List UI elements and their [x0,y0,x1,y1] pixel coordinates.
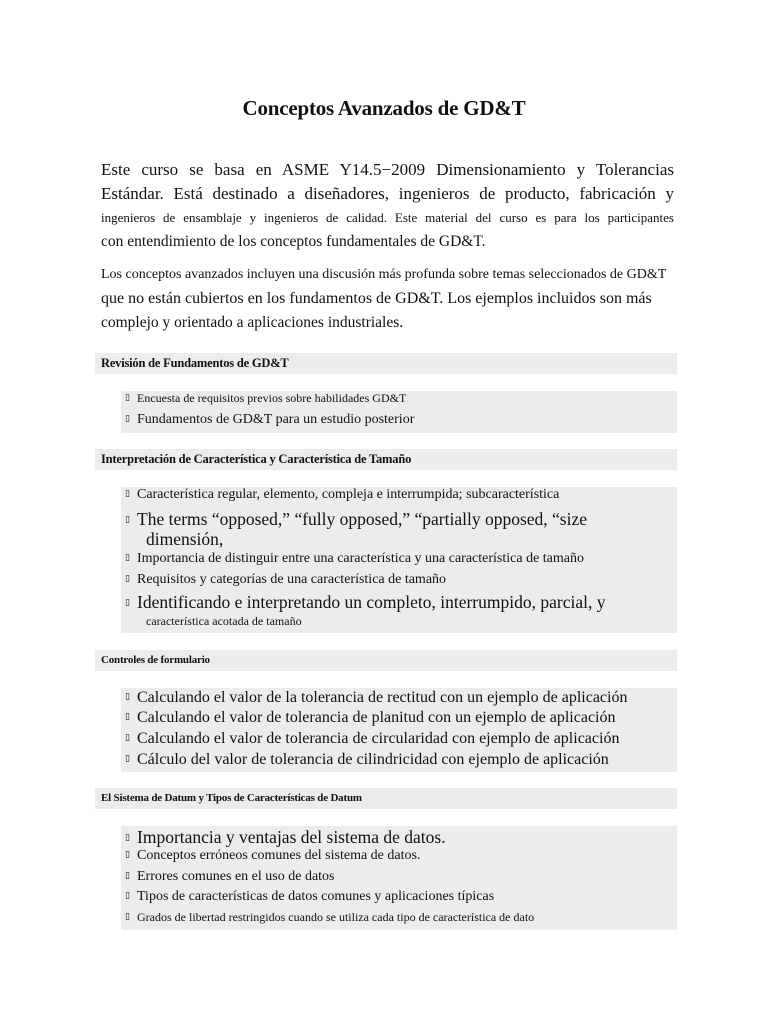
checkbox-bullet-icon [125,891,137,901]
list-item-text: Fundamentos de GD&T para un estudio posterior [137,412,415,427]
list-item [125,689,627,707]
advanced-line: que no están cubiertos en los fundamentos de GD&T. Los ejemplos incluidos son más [101,290,652,307]
checkbox-bullet-icon [125,712,137,722]
checkbox-bullet-icon [125,733,137,743]
list-item-continuation: característica acotada de tamaño [146,614,302,628]
list-item [125,509,587,530]
list-item [125,848,420,864]
list-item-text: Errores comunes en el uso de datos [137,869,335,884]
list-item [125,730,619,748]
checkbox-bullet-icon [125,598,137,608]
checkbox-bullet-icon [125,912,137,922]
list-item-text: Tipos de características de datos comunes y aplicaciones típicas [137,889,495,904]
list-item-text: Importancia de distinguir entre una característica y una característica de tamaño [137,551,585,566]
list-item-text: Conceptos erróneos comunes del sistema de datos. [137,848,421,863]
list-item-text: Encuesta de requisitos previos sobre habilidades GD&T [137,391,407,405]
list-item-text: Identificando e interpretando un completo, interrumpido, parcial, y [137,592,606,612]
section-list [121,688,677,772]
list-item [125,910,534,925]
checkbox-bullet-icon [125,414,137,424]
intro-line: Este curso se basa en ASME Y14.5−2009 Dimensionamiento y Tolerancias [101,160,674,179]
list-item-text: Requisitos y categorías de una característica de tamaño [137,572,447,587]
section-heading: Interpretación de Característica y Característica de Tamaño [95,449,677,470]
list-item-text: Cálculo del valor de tolerancia de cilindricidad con ejemplo de aplicación [137,751,609,768]
checkbox-bullet-icon [125,553,137,563]
section-list [121,391,677,433]
list-item [125,889,494,905]
section-heading: Controles de formulario [95,650,677,671]
list-item-continuation: dimensión, [146,529,224,549]
list-item [125,592,605,613]
section-list [121,826,677,930]
list-item [125,412,414,428]
intro-paragraph [101,158,674,254]
list-item [125,751,609,769]
advanced-line: complejo y orientado a aplicaciones industriales. [101,314,404,331]
checkbox-bullet-icon [125,489,137,499]
list-item-text: Calculando el valor de tolerancia de planitud con un ejemplo de aplicación [137,709,616,726]
intro-line: Estándar. Está destinado a diseñadores, ingenieros de producto, fabricación y [101,184,674,203]
intro-line: con entendimiento de los conceptos fundamentales de GD&T. [101,233,486,250]
checkbox-bullet-icon [125,692,137,702]
section-heading: Revisión de Fundamentos de GD&T [95,353,677,374]
document-title: Conceptos Avanzados de GD&T [242,96,526,120]
checkbox-bullet-icon [125,850,137,860]
checkbox-bullet-icon [125,393,137,403]
advanced-paragraph [101,263,674,335]
list-item [125,827,446,848]
list-item-text: Característica regular, elemento, compleja e interrumpida; subcaracterística [137,487,560,502]
intro-line: ingenieros de ensamblaje y ingenieros de calidad. Este material del curso es para los participantes [101,210,674,225]
checkbox-bullet-icon [125,574,137,584]
section-heading: El Sistema de Datum y Tipos de Características de Datum [95,788,677,809]
checkbox-bullet-icon [125,833,137,843]
list-item [125,869,335,885]
list-item [125,391,406,406]
list-item-text: Importancia y ventajas del sistema de datos. [137,827,446,847]
list-item-text: Calculando el valor de la tolerancia de rectitud con un ejemplo de aplicación [137,689,628,706]
list-item-text: Grados de libertad restringidos cuando se utiliza cada tipo de característica de dato [137,910,535,924]
checkbox-bullet-icon [125,871,137,881]
list-item [125,487,559,503]
list-item-text: The terms “opposed,” “fully opposed,” “partially opposed, “size [137,509,587,529]
list-item-text: Calculando el valor de tolerancia de circularidad con ejemplo de aplicación [137,730,620,747]
list-item [125,572,446,588]
section-list [121,487,677,633]
list-item [125,551,584,567]
checkbox-bullet-icon [125,754,137,764]
advanced-line: Los conceptos avanzados incluyen una discusión más profunda sobre temas seleccionados de GD&T [101,267,667,282]
list-item [125,709,615,727]
checkbox-bullet-icon [125,515,137,525]
